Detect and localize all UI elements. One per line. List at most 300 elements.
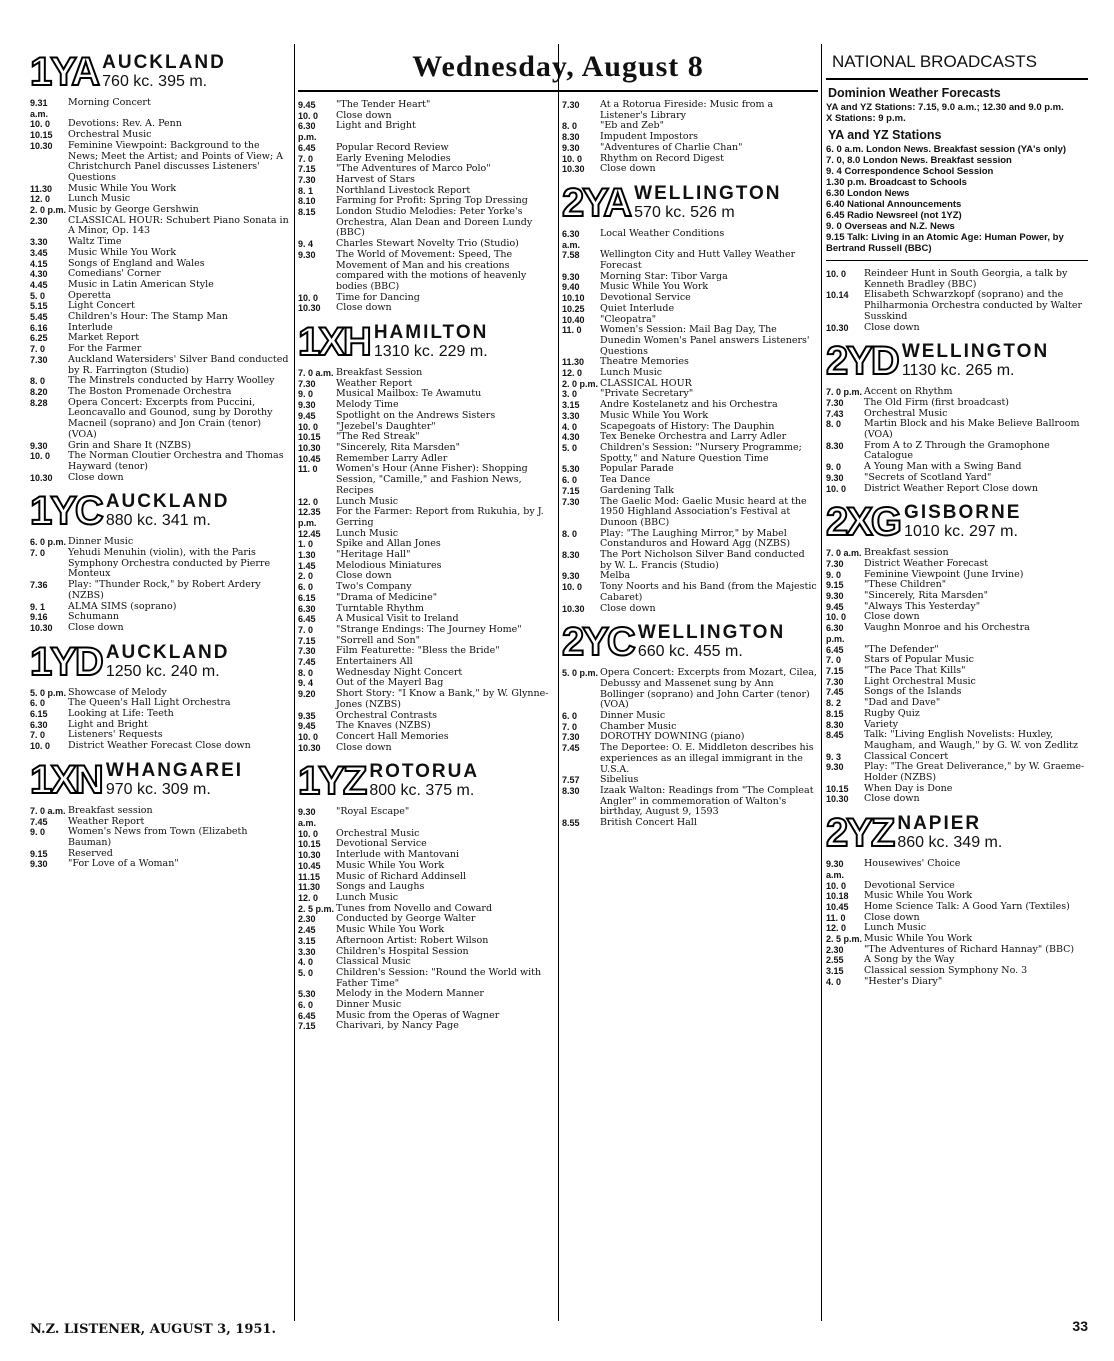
stations-line: 6.45 Radio Newsreel (not 1YZ) — [826, 210, 962, 221]
programme-desc: Close down — [864, 911, 920, 923]
programme-desc: Elisabeth Schwarzkopf (soprano) and the Philharmonia Orchestra conducted by Walter Susskind — [864, 289, 1083, 322]
programme-desc: Play: "The Great Deliverance," by W. Graeme-Holder (NZBS) — [864, 761, 1085, 784]
programme-desc: "Private Secretary" — [600, 388, 694, 400]
programme-desc: Women's Hour (Anne Fisher): Shopping Session, "Camille," and Fashion News, Recipes — [336, 463, 528, 496]
programme-item — [562, 818, 818, 829]
programme-item — [562, 164, 818, 175]
programme-desc: Children's Hospital Session — [336, 945, 469, 957]
programme-time: 8.28 — [30, 397, 48, 408]
programme-item — [562, 411, 818, 422]
programme-time: 10.45 — [826, 901, 849, 912]
programme-desc: Children's Session: "Nursery Programme; Spotty," and Nature Question Time — [600, 441, 802, 464]
station-block — [826, 339, 1088, 494]
station-logo: 1YA — [30, 50, 99, 94]
programme-desc: Film Featurette: "Bless the Bride" — [336, 645, 500, 657]
programme-item — [30, 827, 292, 848]
programme-desc: Northland Livestock Report — [336, 184, 471, 196]
programme-desc: Dinner Music — [68, 536, 134, 548]
programme-time: 4.15 — [30, 258, 48, 269]
programme-list — [30, 537, 292, 633]
programme-time: 7.43 — [826, 408, 844, 419]
programme-desc: Interlude — [68, 321, 113, 333]
programme-time: 9.30 a.m. — [298, 807, 317, 829]
weather-line: X Stations: 9 p.m. — [826, 113, 906, 124]
programme-time: 12. 0 — [298, 893, 319, 903]
programme-desc: The Norman Cloutier Orchestra and Thomas Hayward (tenor) — [68, 450, 284, 472]
column-rule — [294, 44, 295, 1321]
station-logo: 2YZ — [826, 811, 894, 856]
programme-time: 7.30 — [298, 646, 316, 657]
station-title-group — [106, 643, 230, 681]
programme-time: 7.45 — [298, 657, 316, 668]
station-header — [298, 759, 556, 803]
programme-desc: Feminine Viewpoint: Background to the News; Meet the Artist; and Points of View; A Christchurch Panel discusses Listeners' Questions — [68, 139, 284, 183]
programme-item — [826, 623, 1088, 644]
programme-time: 7.30 — [298, 174, 316, 185]
programme-desc: "The Pace That Kills" — [864, 664, 966, 676]
programme-item — [298, 861, 556, 872]
programme-time: 6.25 — [30, 333, 48, 344]
station-logo: 2YC — [562, 620, 634, 665]
programme-item — [562, 250, 818, 271]
programme-desc: Light Orchestral Music — [864, 675, 976, 687]
programme-desc: Home Science Talk: A Good Yarn (Textiles) — [864, 900, 1070, 912]
programme-desc: The World of Movement: Speed, The Movement of Man and his creations compared with the motions of heavenly bodies (BBC) — [336, 248, 527, 292]
programme-desc: Melba — [600, 570, 631, 582]
column-rule — [821, 44, 822, 1321]
column-2 — [298, 100, 556, 1032]
programme-desc: "Sincerely, Rita Marsden" — [864, 590, 989, 602]
programme-time: 8.30 — [826, 440, 844, 451]
programme-desc: Auckland Watersiders' Silver Band conducted by R. Farrington (Studio) — [68, 353, 289, 376]
programme-time: 10.45 — [298, 453, 321, 464]
programme-time: 3.15 — [562, 400, 580, 411]
programme-desc: The Port Nicholson Silver Band conducted by W. L. Francis (Studio) — [600, 549, 805, 571]
station-logo: 1XH — [298, 320, 370, 365]
programme-desc: Music While You Work — [864, 890, 973, 902]
programme-time: 9.45 — [298, 410, 316, 421]
programme-time: 10.30 — [562, 603, 585, 614]
station-header — [826, 339, 1088, 383]
programme-desc: Children's Session: "Round the World with Father Time" — [336, 966, 542, 989]
programme-desc: The Deportee: O. E. Middleton describes his experiences as an illegal immigrant in the U.S.A. — [600, 742, 814, 775]
programme-desc: When Day is Done — [864, 782, 953, 794]
station-name: GISBORNE — [904, 502, 1022, 524]
programme-item — [298, 464, 556, 496]
programme-time: 1.45 — [298, 560, 316, 571]
programme-list — [562, 100, 818, 175]
programme-desc: Close down — [864, 321, 920, 333]
programme-desc: For the Farmer: Report from Rukuhia, by J. Gerring — [336, 506, 544, 528]
programme-time: 3.15 — [298, 935, 316, 946]
programme-desc: The Gaelic Mod: Gaelic Music heard at the 1950 Highland Association's Festival at Dunoon (BBC) — [600, 495, 807, 528]
programme-time: 10.15 — [298, 432, 321, 443]
programme-desc: Tony Noorts and his Band (from the Majestic Cabaret) — [600, 581, 817, 603]
programme-desc: "The Tender Heart" — [336, 99, 431, 110]
programme-time: 7.15 — [298, 164, 316, 175]
programme-desc: Devotional Service — [864, 879, 955, 891]
programme-time: 4. 0 — [826, 976, 842, 987]
programme-time: 7.57 — [562, 775, 580, 786]
stations-line: 9. 4 Correspondence School Session — [826, 166, 994, 177]
programme-time: 7.15 — [562, 485, 580, 496]
programme-time: 10.25 — [562, 303, 585, 314]
programme-time: 7. 0 — [562, 721, 578, 732]
programme-time: 8.55 — [562, 818, 580, 829]
programme-item — [562, 443, 818, 464]
programme-desc: Devotional Service — [600, 292, 691, 304]
programme-time: 2. 0 p.m. — [562, 378, 599, 389]
column-3 — [562, 100, 818, 829]
programme-time: 1. 0 — [298, 539, 314, 550]
programme-time: 6.30 p.m. — [826, 623, 845, 644]
programme-time: 10.10 — [562, 293, 585, 304]
programme-desc: Interlude with Mantovani — [336, 849, 460, 861]
stations-line: 7. 0, 8.0 London News. Breakfast session — [826, 155, 1012, 166]
programme-desc: Spotlight on the Andrews Sisters — [336, 409, 496, 421]
stations-line: 6.30 London News — [826, 188, 910, 199]
programme-time: 4. 0 — [298, 957, 314, 968]
programme-desc: Variety — [864, 718, 899, 730]
programme-desc: "Cleopatra" — [600, 313, 657, 325]
programme-time: 10. 0 — [562, 582, 583, 593]
programme-time: 2. 0 — [298, 571, 314, 582]
programme-time: 10. 0 — [298, 110, 319, 121]
station-block — [298, 100, 556, 314]
programme-desc: Melody Time — [336, 399, 399, 411]
programme-desc: Schumann — [68, 611, 119, 623]
programme-time: 2.30 — [298, 914, 316, 925]
programme-time: 6.45 — [298, 1010, 316, 1021]
programme-item — [30, 473, 292, 484]
programme-desc: Operetta — [68, 289, 111, 301]
programme-desc: "Secrets of Scotland Yard" — [864, 471, 992, 483]
programme-time: 8. 0 — [298, 667, 314, 678]
programme-desc: Dinner Music — [600, 710, 666, 722]
programme-time: 9.30 — [30, 859, 48, 870]
station-block — [562, 620, 818, 829]
programme-desc: Close down — [336, 109, 392, 121]
station-header — [562, 181, 818, 225]
programme-time: 5.30 — [562, 464, 580, 475]
programme-desc: Out of the Mayerl Bag — [336, 677, 444, 689]
weather-forecasts-title: Dominion Weather Forecasts — [828, 86, 1001, 100]
station-frequency: 880 kc. 341 m. — [105, 512, 211, 530]
programme-desc: Andre Kostelanetz and his Orchestra — [600, 399, 778, 411]
programme-desc: Classical Music — [336, 956, 411, 968]
station-frequency: 860 kc. 349 m. — [897, 834, 1003, 852]
programme-desc: Close down — [600, 163, 656, 175]
programme-time: 9.31 a.m. — [30, 98, 49, 119]
programme-item — [30, 580, 292, 601]
programme-time: 9.30 — [298, 400, 316, 411]
column-4-blocks — [826, 269, 1088, 988]
station-title-group — [374, 323, 489, 361]
programme-item — [562, 497, 818, 529]
programme-time: 8.30 — [826, 719, 844, 730]
programme-time: 7. 0 — [298, 153, 314, 164]
programme-time: 7.30 — [826, 558, 844, 569]
national-broadcasts — [826, 44, 1088, 261]
programme-time: 8. 0 — [562, 528, 578, 539]
programme-item — [826, 730, 1088, 751]
station-header — [826, 500, 1088, 544]
programme-time: 8.30 — [562, 132, 580, 143]
programme-desc: Vaughn Monroe and his Orchestra — [864, 622, 1030, 634]
programme-desc: Short Story: "I Know a Bank," by W. Glynne-Jones (NZBS) — [336, 688, 549, 710]
station-title-group — [638, 623, 785, 661]
programme-item — [562, 100, 818, 121]
programme-item — [298, 968, 556, 989]
programme-desc: Waltz Time — [68, 236, 122, 248]
programme-desc: The Queen's Hall Light Orchestra — [68, 697, 231, 709]
programme-item — [298, 807, 556, 828]
programme-time: 10. 0 — [826, 880, 847, 891]
programme-desc: A Musical Visit to Ireland — [336, 613, 459, 625]
programme-time: 9.30 — [562, 271, 580, 282]
programme-desc: Harvest of Stars — [336, 173, 415, 185]
programme-time: 7. 0 a.m. — [298, 368, 334, 379]
programme-time: 10.30 — [298, 442, 321, 453]
programme-time: 10. 0 — [826, 612, 847, 623]
programme-desc: Early Evening Melodies — [336, 152, 451, 164]
programme-desc: "Hester's Diary" — [864, 975, 943, 987]
programme-desc: Light Concert — [68, 300, 135, 312]
programme-desc: Songs of England and Wales — [68, 257, 205, 269]
programme-time: 10. 0 — [30, 741, 51, 752]
programme-item — [298, 689, 556, 710]
programme-time: 10.30 — [298, 742, 321, 753]
programme-desc: Lunch Music — [600, 367, 663, 379]
programme-desc: Lunch Music — [68, 193, 131, 205]
programme-time: 8. 1 — [298, 185, 314, 196]
station-title-group — [106, 492, 230, 530]
programme-item — [298, 593, 556, 604]
station-name: ROTORUA — [369, 761, 480, 783]
programme-desc: Remember Larry Adler — [336, 452, 448, 464]
programme-time: 2. 5 p.m. — [826, 934, 863, 945]
programme-desc: Impudent Impostors — [600, 131, 699, 143]
programme-item — [298, 936, 556, 947]
programme-desc: Showcase of Melody — [68, 686, 167, 698]
station-logo: 1YZ — [298, 759, 366, 804]
programme-time: 8.15 — [298, 207, 316, 218]
programme-time: 6.15 — [30, 709, 48, 720]
programme-time: 7. 0 p.m. — [826, 387, 863, 398]
programme-item — [826, 762, 1088, 783]
station-frequency: 1130 kc. 265 m. — [901, 362, 1015, 380]
programme-time: 7. 0 — [30, 344, 46, 355]
programme-item — [30, 248, 292, 259]
national-broadcasts-heading: NATIONAL BROADCASTS — [826, 44, 1088, 80]
programme-desc: "Dad and Dave" — [864, 697, 941, 709]
programme-time: 12.45 — [298, 528, 321, 539]
programme-time: 3. 0 — [562, 389, 578, 400]
programme-time: 10.45 — [298, 860, 321, 871]
column-4 — [826, 44, 1088, 988]
programme-desc: Music While You Work — [600, 281, 709, 293]
programme-desc: Charles Stewart Novelty Trio (Studio) — [336, 238, 519, 250]
station-frequency: 1310 kc. 229 m. — [373, 343, 488, 361]
programme-time: 7. 0 — [826, 655, 842, 666]
programme-desc: Light and Bright — [336, 120, 416, 132]
station-name: WHANGAREI — [105, 759, 244, 781]
programme-time: 7.45 — [30, 816, 48, 827]
programme-item — [298, 1021, 556, 1032]
programme-time: 11. 0 — [298, 464, 318, 475]
programme-time: 6. 0 — [562, 475, 578, 486]
programme-time: 7.30 — [562, 732, 580, 743]
programme-desc: Light and Bright — [68, 718, 148, 730]
programme-item — [30, 806, 292, 817]
programme-time: 6. 0 — [298, 582, 314, 593]
programme-time: 6. 0 — [298, 1000, 314, 1011]
programme-time: 9.30 — [826, 762, 844, 773]
programme-time: 3.30 — [298, 946, 316, 957]
programme-desc: Close down — [864, 611, 920, 623]
programme-desc: "These Children" — [864, 579, 947, 591]
programme-desc: Comedians' Corner — [68, 268, 161, 280]
programme-item — [562, 229, 818, 250]
programme-time: 12. 0 — [30, 194, 51, 205]
programme-time: 6.30 p.m. — [298, 121, 317, 143]
programme-desc: "Royal Escape" — [336, 806, 410, 818]
programme-desc: District Weather Report Close down — [864, 482, 1039, 494]
station-block — [826, 269, 1088, 333]
programme-time: 9. 0 — [826, 462, 842, 473]
programme-time: 10.15 — [298, 839, 321, 850]
programme-desc: Women's News from Town (Elizabeth Bauman) — [68, 826, 248, 848]
programme-desc: Songs of the Islands — [864, 686, 962, 698]
station-logo: 1XN — [30, 757, 102, 802]
programme-desc: Melodious Miniatures — [336, 559, 442, 571]
programme-desc: Tex Beneke Orchestra and Larry Adler — [600, 431, 787, 443]
programme-time: 10. 0 — [298, 828, 319, 839]
station-block — [30, 640, 292, 752]
programme-time: 6. 0 — [30, 698, 46, 709]
programme-desc: Dinner Music — [336, 999, 402, 1011]
programme-item — [298, 507, 556, 528]
programme-time: 8.30 — [562, 785, 580, 796]
programme-desc: Accent on Rhythm — [864, 386, 953, 398]
programme-desc: Music While You Work — [336, 859, 445, 871]
programme-desc: "Strange Endings: The Journey Home" — [336, 623, 522, 635]
programme-time: 12. 0 — [562, 368, 583, 379]
programme-time: 7.30 — [30, 354, 48, 365]
programme-desc: Tea Dance — [600, 474, 651, 486]
programme-item — [30, 451, 292, 472]
programme-item — [30, 859, 292, 870]
programme-item — [826, 977, 1088, 988]
programme-list — [562, 229, 818, 614]
stations-line: 1.30 p.m. Broadcast to Schools — [826, 177, 967, 188]
programme-item — [562, 743, 818, 775]
programme-desc: Play: "The Laughing Mirror," by Mabel Constanduros and Howard Agg (NZBS) — [600, 527, 791, 550]
station-title-group — [369, 762, 479, 800]
programme-time: 4.30 — [30, 269, 48, 280]
programme-time: 3.45 — [30, 247, 48, 258]
programme-desc: "For Love of a Woman" — [68, 858, 179, 870]
programme-time: 10.30 — [30, 622, 53, 633]
programme-desc: Devotions: Rev. A. Penn — [68, 118, 182, 130]
programme-list — [30, 98, 292, 483]
programme-desc: Time for Dancing — [336, 291, 420, 303]
station-name: NAPIER — [897, 813, 982, 835]
programme-item — [562, 550, 818, 571]
programme-desc: Devotional Service — [336, 838, 427, 850]
programme-time: 5. 0 — [298, 967, 314, 978]
programme-list — [826, 387, 1088, 494]
station-name: HAMILTON — [373, 322, 489, 344]
programme-time: 9.30 — [30, 440, 48, 451]
programme-desc: DOROTHY DOWNING (piano) — [600, 731, 745, 743]
programme-desc: Close down — [336, 741, 392, 753]
programme-time: 7. 0 a.m. — [826, 548, 862, 559]
station-title-group — [102, 53, 226, 91]
programme-time: 12. 0 — [826, 923, 847, 934]
programme-time: 10.30 — [562, 164, 585, 175]
programme-time: 6.30 a.m. — [562, 228, 581, 250]
programme-desc: "Adventures of Charlie Chan" — [600, 141, 743, 153]
programme-time: 9.30 — [298, 249, 316, 260]
programme-item — [298, 250, 556, 293]
programme-time: 2.30 — [30, 215, 48, 226]
programme-time: 8.30 — [562, 550, 580, 561]
programme-desc: Local Weather Conditions — [600, 227, 725, 239]
programme-time: 10.30 — [30, 140, 53, 151]
programme-time: 7.58 — [562, 250, 580, 261]
programme-item — [30, 98, 292, 119]
programme-desc: "Jezebel's Daughter" — [336, 420, 436, 432]
programme-desc: Charivari, by Nancy Page — [336, 1020, 459, 1032]
station-frequency: 1010 kc. 297 m. — [904, 523, 1018, 541]
programme-time: 9.15 — [826, 580, 844, 591]
programme-time: 10. 0 — [826, 483, 847, 494]
station-header — [30, 489, 292, 533]
stations-lines — [826, 144, 1088, 254]
programme-desc: Breakfast session — [68, 804, 153, 816]
station-block — [826, 500, 1088, 805]
programme-time: 6. 0 — [562, 711, 578, 722]
programme-time: 1.30 — [298, 550, 316, 561]
programme-time: 5. 0 p.m. — [30, 687, 67, 698]
programme-time: 10. 0 — [298, 731, 319, 742]
programme-time: 4. 0 — [562, 421, 578, 432]
programme-time: 3.15 — [826, 966, 844, 977]
weather-line: YA and YZ Stations: 7.15, 9.0 a.m.; 12.30 and 9.0 p.m. — [826, 102, 1064, 113]
programme-item — [826, 859, 1088, 880]
page-number: 33 — [1072, 1318, 1088, 1334]
weather-lines — [826, 102, 1088, 124]
programme-desc: Close down — [864, 793, 920, 805]
programme-desc: Turntable Rhythm — [336, 602, 424, 614]
programme-time: 12.35 p.m. — [298, 507, 321, 528]
programme-desc: Breakfast Session — [336, 367, 423, 379]
programme-list — [298, 100, 556, 314]
programme-time: 10. 0 — [30, 119, 51, 130]
programme-desc: The Boston Promenade Orchestra — [68, 385, 232, 397]
programme-desc: Two's Company — [336, 581, 412, 593]
programme-time: 6.30 — [298, 603, 316, 614]
programme-time: 9.30 a.m. — [826, 859, 845, 880]
programme-desc: Songs and Laughs — [336, 881, 425, 893]
programme-desc: Izaak Walton: Readings from "The Compleat Angler" in commemoration of Walton's birthday, August 9, 1593 — [600, 784, 814, 818]
programme-list — [826, 269, 1088, 333]
programme-desc: Women's Session: Mail Bag Day, The Dunedin Women's Panel answers Listeners' Questions — [600, 324, 810, 357]
programme-time: 7.45 — [826, 687, 844, 698]
programme-time: 2.45 — [298, 925, 316, 936]
programme-time: 8. 2 — [826, 698, 842, 709]
